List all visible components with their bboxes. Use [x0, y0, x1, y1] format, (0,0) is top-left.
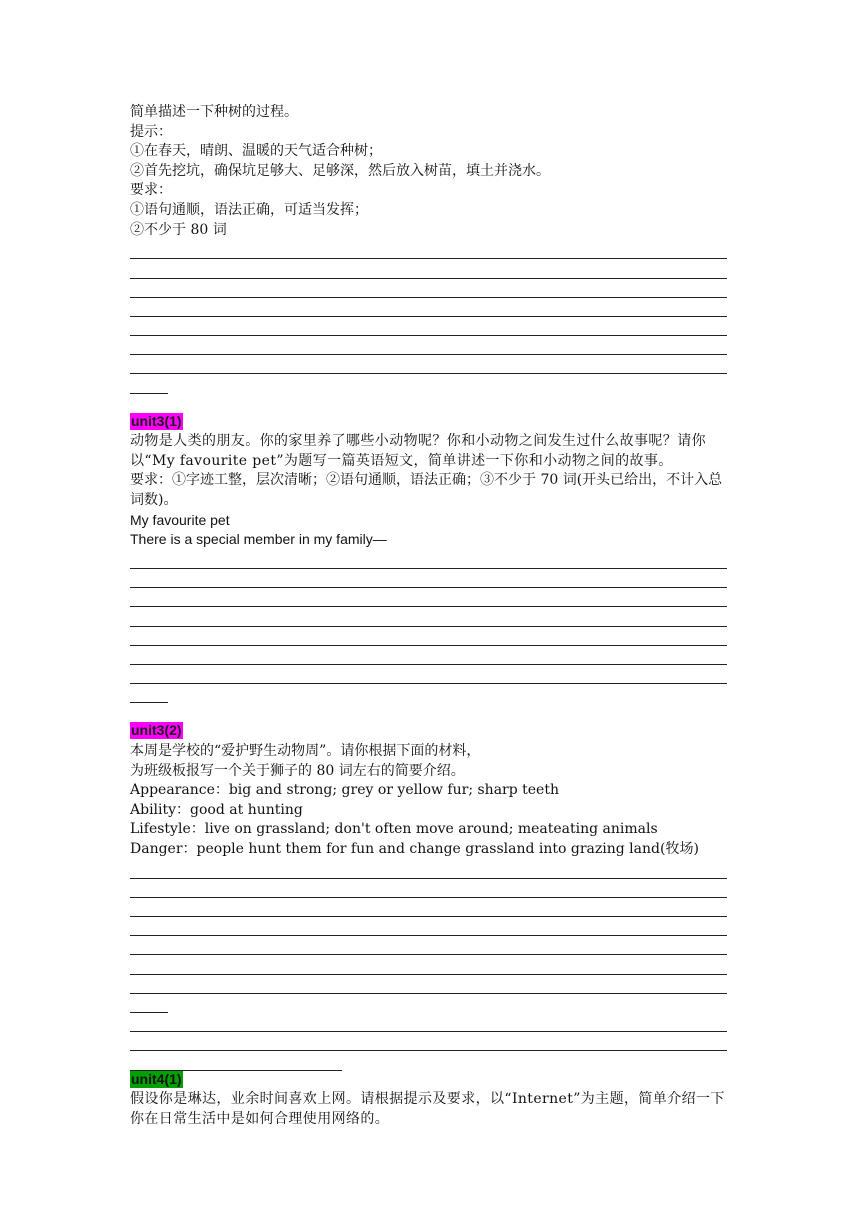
answer-lines [130, 240, 730, 394]
answer-line [130, 374, 168, 393]
document-page [130, 103, 730, 1129]
answer-lines [130, 550, 730, 704]
answer-line [130, 917, 727, 936]
material-line: Appearance：big and strong; grey or yellow fur; sharp teeth [130, 782, 559, 799]
section-tag: unit4(1) [131, 1070, 182, 1087]
prompt-paragraph: 假设你是琳达，业余时间喜欢上网。请根据提示及要求，以“Internet”为主题，简单介绍一下你在日常生活中是如何合理使用网络的。 [130, 1091, 725, 1127]
section-tag: unit3(1) [131, 412, 182, 429]
answer-line [130, 607, 727, 626]
prompt-line: ②首先挖坑，确保坑足够大、足够深，然后放入树苗，填土并浇水。 [130, 162, 550, 179]
answer-line [130, 259, 727, 278]
essay-title: My favourite pet [130, 511, 230, 528]
answer-line [130, 279, 727, 298]
prompt-line: ①语句通顺，语法正确，可适当发挥； [130, 201, 368, 218]
prompt-line: 为班级板报写一个关于狮子的 80 词左右的简要介绍。 [130, 762, 465, 779]
material-line: Lifestyle：live on grassland; don't often move around; meateating animals [130, 821, 658, 838]
answer-line [130, 994, 168, 1013]
answer-line [130, 898, 727, 917]
prompt-line: ②不少于 80 词 [130, 221, 227, 238]
answer-line [130, 298, 727, 317]
answer-line [130, 975, 727, 994]
answer-line [130, 550, 727, 569]
answer-line [130, 588, 727, 607]
prompt-paragraph: 动物是人类的朋友。你的家里养了哪些小动物呢？你和小动物之间发生过什么故事呢？请你以“My favourite pet”为题写一篇英语短文，简单讲述一下你和小动物之间的故事。 [130, 433, 706, 469]
material-line: Danger：people hunt them for fun and change grassland into grazing land(牧场) [130, 840, 699, 857]
answer-line [130, 955, 727, 974]
answer-line [130, 936, 727, 955]
answer-line [130, 646, 727, 665]
answer-line [130, 240, 727, 259]
prompt-line: ①在春天，晴朗、温暖的天气适合种树； [130, 143, 382, 160]
answer-line [130, 627, 727, 646]
material-line: Ability：good at hunting [130, 801, 303, 818]
prompt-paragraph: 要求：①字迹工整，层次清晰；②语句通顺，语法正确；③不少于 70 词(开头已给出，不计入总词数)。 [130, 472, 723, 509]
answer-line [130, 336, 727, 355]
answer-line [130, 1013, 727, 1032]
answer-line [130, 569, 727, 588]
answer-lines [130, 859, 730, 1070]
section-tag: unit3(2) [131, 722, 182, 739]
prompt-line: 简单描述一下种树的过程。 [130, 104, 298, 120]
prompt-line: 提示： [130, 123, 172, 140]
prompt-line: 本周是学校的“爱护野生动物周”。请你根据下面的材料， [130, 742, 481, 759]
answer-line [130, 859, 727, 878]
prompt-line: 要求： [130, 182, 172, 199]
answer-line [130, 317, 727, 336]
answer-line [130, 1051, 342, 1070]
answer-line [130, 684, 168, 703]
essay-opening: There is a special member in my family— [130, 531, 387, 548]
answer-line [130, 1032, 727, 1051]
answer-line [130, 879, 727, 898]
answer-line [130, 665, 727, 684]
answer-line [130, 355, 727, 374]
